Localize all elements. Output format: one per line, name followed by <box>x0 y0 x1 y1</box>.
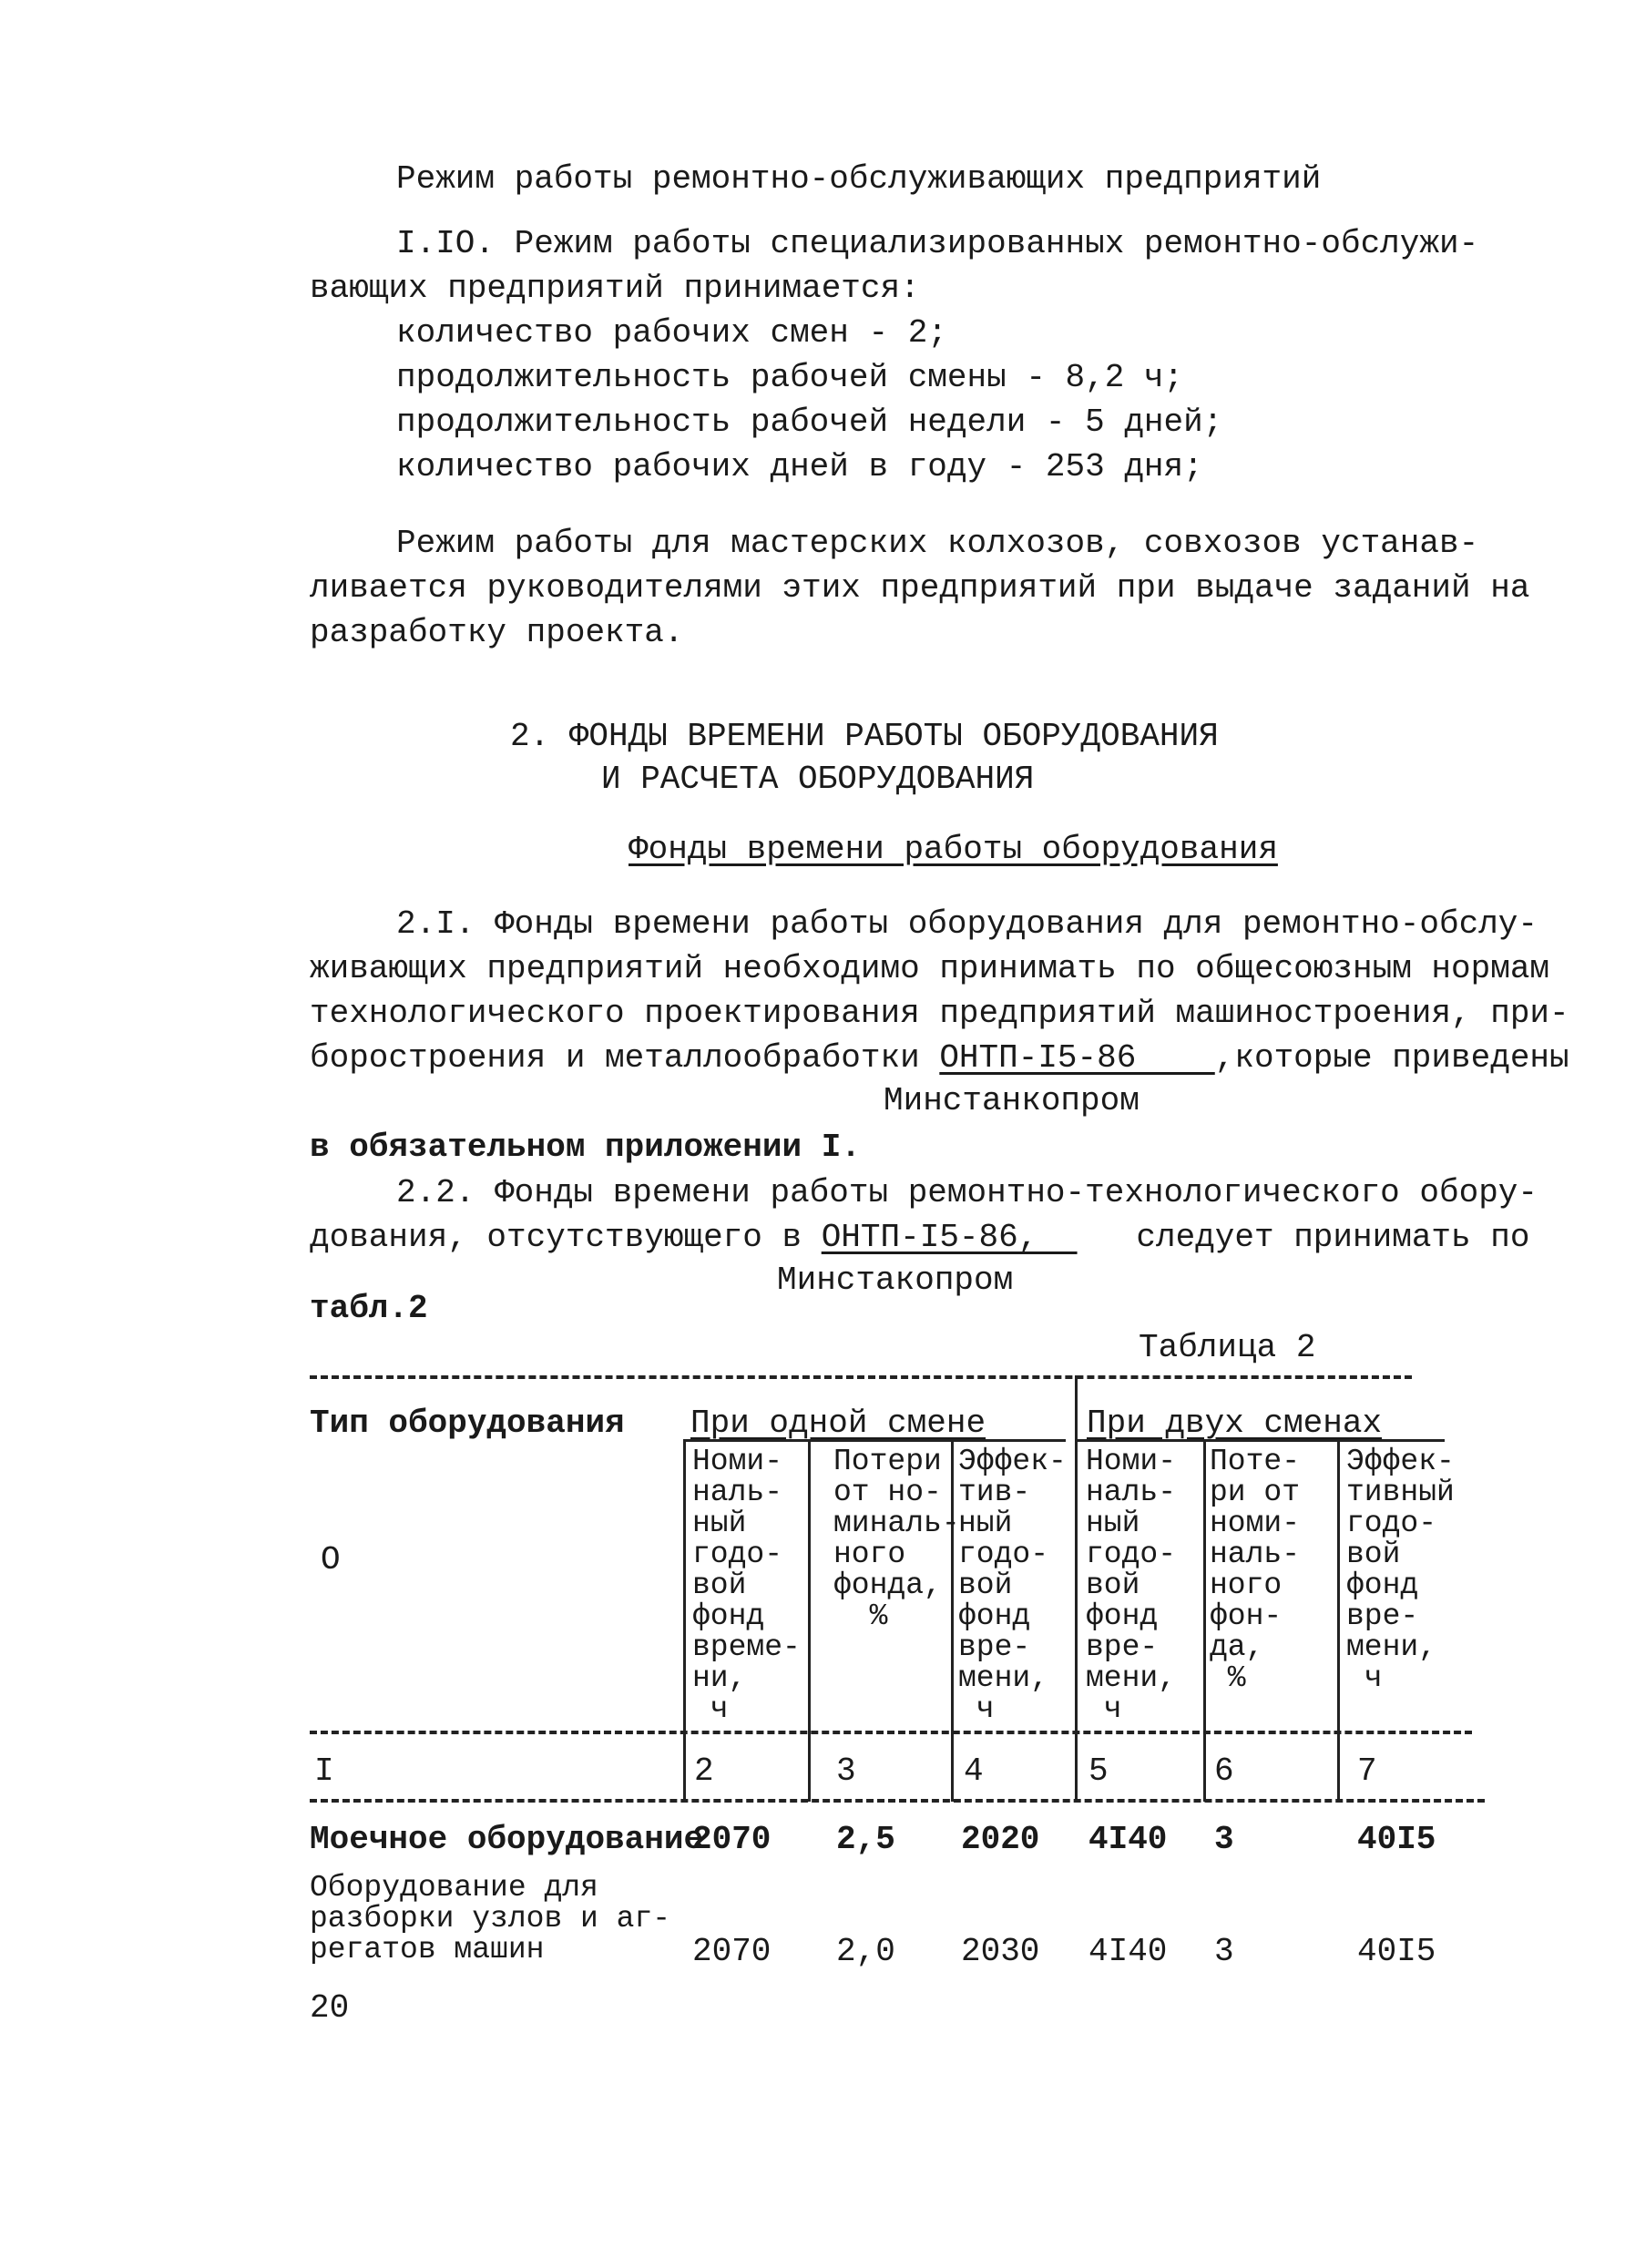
section-title-line2: И РАСЧЕТА ОБОРУДОВАНИЯ <box>601 761 1035 798</box>
group-header-underline <box>1075 1439 1445 1442</box>
table-top-rule <box>310 1375 1412 1379</box>
norm-reference-publisher: Минстакопром <box>777 1262 1014 1299</box>
column-header: Номи- наль- ный годо- вой фонд време- ни, ч <box>692 1445 801 1726</box>
column-header: Эффек- тивный годо- вой фонд вре- мени, ч <box>1346 1445 1455 1695</box>
paragraph-2-1-line5: в обязательном приложении I. <box>310 1129 861 1166</box>
column-divider <box>1337 1441 1340 1802</box>
paragraph-2-line3: разработку проекта. <box>310 614 684 651</box>
column-number: I <box>314 1752 334 1790</box>
column-number: 4 <box>964 1752 984 1790</box>
text-fragment: боростроения и металлообработки <box>310 1039 940 1077</box>
column-divider <box>1075 1375 1078 1802</box>
table-header-rule <box>310 1731 1472 1734</box>
paragraph-2-1-line2: живающих предприятий необходимо принимать по общесоюзным нормам <box>310 950 1550 987</box>
column-number: 5 <box>1088 1752 1109 1790</box>
column-header: Номи- наль- ный годо- вой фонд вре- мени, ч <box>1086 1445 1177 1726</box>
section-title-line1: 2. ФОНДЫ ВРЕМЕНИ РАБОТЫ ОБОРУДОВАНИЯ <box>510 718 1219 755</box>
column-divider <box>1203 1441 1206 1802</box>
column-number: 7 <box>1357 1752 1377 1790</box>
table-cell: 40I5 <box>1357 1821 1436 1858</box>
norm-reference-publisher: Минстанкопром <box>884 1082 1140 1119</box>
list-item: продолжительность рабочей смены - 8,2 ч; <box>396 359 1184 396</box>
table-cell: 2020 <box>961 1821 1040 1858</box>
paragraph-2-1-line1: 2.I. Фонды времени работы оборудования для ремонтно-обслу- <box>396 905 1538 943</box>
text-fragment: ,которые приведены <box>1214 1039 1569 1077</box>
paragraph-1-10-line1: I.IO. Режим работы специализированных ремонтно-обслужи- <box>396 225 1479 262</box>
table-header-equipment-type: Тип оборудования <box>310 1405 625 1442</box>
paragraph-2-1-line3: технологического проектирования предприятий машиностроения, при- <box>310 995 1569 1032</box>
table-reference: табл.2 <box>310 1290 428 1327</box>
table-label: Таблица 2 <box>1139 1329 1316 1366</box>
norm-reference: ОНТП-I5-86, <box>821 1219 1078 1256</box>
paragraph-2-2-line1: 2.2. Фонды времени работы ремонтно-технологического обору- <box>396 1174 1538 1211</box>
table-header-mark: О <box>321 1541 341 1578</box>
group-header-one-shift: При одной смене <box>690 1405 986 1442</box>
group-header-underline <box>683 1439 1066 1442</box>
paragraph-2-line2: ливается руководителями этих предприятий при выдаче заданий на <box>310 569 1530 607</box>
table-cell: 2,5 <box>836 1821 895 1858</box>
column-number: 3 <box>836 1752 856 1790</box>
column-number: 2 <box>694 1752 714 1790</box>
list-item: продолжительность рабочей недели - 5 дней; <box>396 404 1223 441</box>
paragraph-1-10-line2: вающих предприятий принимается: <box>310 270 920 307</box>
table-cell: 4I40 <box>1088 1933 1168 1970</box>
column-number: 6 <box>1214 1752 1234 1790</box>
text-fragment: следует принимать по <box>1077 1219 1530 1256</box>
section-heading-work-mode: Режим работы ремонтно-обслуживающих предприятий <box>396 160 1322 198</box>
table-cell: 2070 <box>692 1933 772 1970</box>
table-cell: 40I5 <box>1357 1933 1436 1970</box>
norm-reference: ОНТП-I5-86 <box>939 1039 1215 1077</box>
table-cell: 2,0 <box>836 1933 895 1970</box>
table-row-name: Моечное оборудование <box>310 1821 704 1858</box>
column-divider <box>808 1441 811 1802</box>
page-number: 20 <box>310 1989 350 2027</box>
table-cell: 3 <box>1214 1821 1234 1858</box>
column-divider <box>683 1441 686 1802</box>
paragraph-2-line1: Режим работы для мастерских колхозов, совхозов устанав- <box>396 525 1479 562</box>
list-item: количество рабочих дней в году - 253 дня; <box>396 448 1203 485</box>
table-cell: 2030 <box>961 1933 1040 1970</box>
column-header: Эффек- тив- ный годо- вой фонд вре- мени, ч <box>958 1445 1067 1726</box>
table-cell: 3 <box>1214 1933 1234 1970</box>
table-row-name: Оборудование для разборки узлов и аг- регатов машин <box>310 1871 671 1967</box>
section-subtitle: Фонды времени работы оборудования <box>629 831 1278 868</box>
table-numbering-rule <box>310 1799 1485 1803</box>
column-header: Потери от но- миналь- ного фонда, % <box>833 1445 960 1633</box>
text-fragment: дования, отсутствующего в <box>310 1219 822 1256</box>
paragraph-2-2-line2 <box>310 1215 1529 1260</box>
list-item: количество рабочих смен - 2; <box>396 314 947 352</box>
column-header: Поте- ри от номи- наль- ного фон- да, % <box>1210 1445 1301 1695</box>
group-header-two-shifts: При двух сменах <box>1087 1405 1383 1442</box>
paragraph-2-1-line4 <box>310 1036 1569 1080</box>
table-cell: 2070 <box>692 1821 772 1858</box>
table-cell: 4I40 <box>1088 1821 1168 1858</box>
